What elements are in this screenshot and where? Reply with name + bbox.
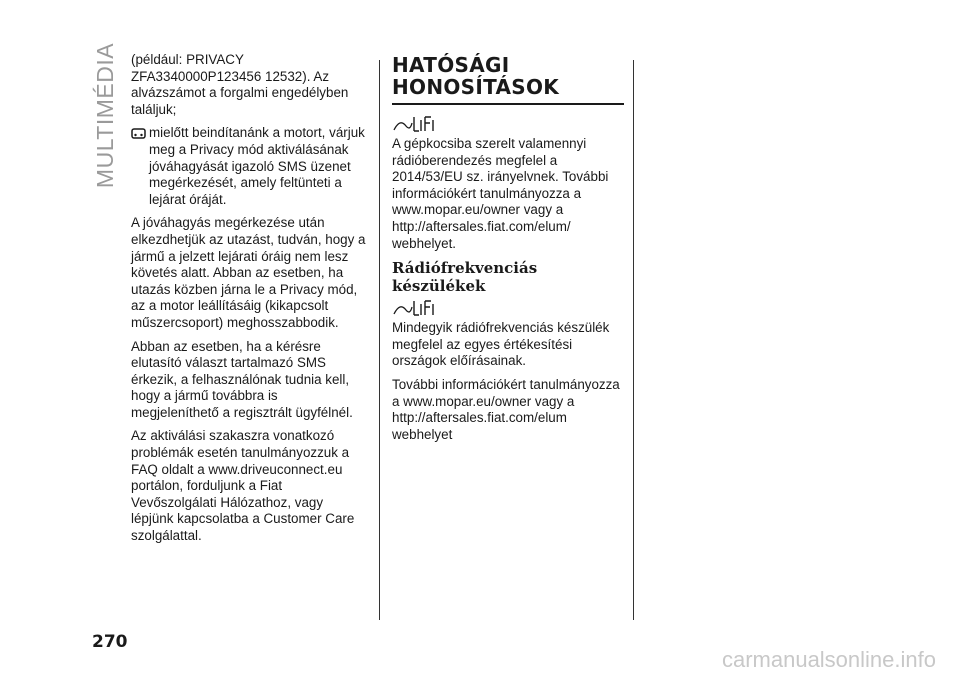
language-icon bbox=[392, 298, 436, 318]
column-divider bbox=[379, 60, 380, 620]
paragraph: További információkért tanulmányozza a www.mopar.eu/owner vagy a http://aftersales.fiat.com/elum webhelyet bbox=[392, 376, 620, 442]
paragraph: Mindegyik rádiófrekvenciás készülék megfelel az egyes értékesítési országok előírásainak. bbox=[392, 320, 610, 369]
paragraph: A jóváhagyás megérkezése után elkezdhetjük az utazást, tudván, hogy a jármű a jelzett lejárati óráig nem lesz követés alatt. Abban az esetben, ha utazás közben járna le a Privacy mód, az a motor leállításáig (kikapcsolt műszercsoport) meghosszabbodik. bbox=[131, 215, 366, 330]
right-column bbox=[392, 52, 624, 450]
chapter-side-title: MULTIMÉDIA bbox=[92, 42, 119, 188]
paragraph: Az aktiválási szakaszra vonatkozó problémák esetén tanulmányozzuk a FAQ oldalt a www.driveuconnect.eu portálon, forduljunk a Fiat Vevőszolgálati Hálózathoz, vagy lépjünk kapcsolatba a Customer Care szolgálattal. bbox=[131, 428, 355, 544]
paragraph: (például: PRIVACY ZFA3340000P123456 12532). Az alvázszámot a forgalmi engedélyben találjuk; bbox=[131, 52, 349, 117]
heading-rule bbox=[392, 103, 624, 105]
subsection-heading: Rádiófrekvenciás készülékek bbox=[392, 259, 538, 296]
bullet-text: mielőtt beindítanánk a motort, várjuk meg a Privacy mód aktiválásának jóváhagyását igazoló SMS üzenet megérkezését, amely feltünteti a lejárat óráját. bbox=[149, 125, 365, 207]
page-number: 270 bbox=[92, 632, 128, 652]
bullet-item bbox=[131, 125, 367, 215]
paragraph: A gépkocsiba szerelt valamennyi rádióberendezés megfelel a 2014/53/EU sz. irányelvnek. További információkért tanulmányozza a www.mopar.eu/owner vagy a http://aftersales.fiat.com/elum/ webhelyet. bbox=[392, 136, 609, 251]
paragraph: Abban az esetben, ha a kérésre elutasító választ tartalmazó SMS érkezik, a felhasználónak tudnia kell, hogy a jármű továbbra is megjeleníthető a regisztrált ügyfélnél. bbox=[131, 338, 353, 420]
language-icon bbox=[392, 114, 436, 134]
car-bullet-icon bbox=[131, 125, 149, 141]
section-heading: HATÓSÁGI HONOSÍTÁSOK bbox=[392, 53, 560, 99]
watermark: carmanualsonline.info bbox=[721, 647, 936, 672]
column-divider bbox=[633, 60, 634, 620]
left-column bbox=[131, 52, 367, 552]
